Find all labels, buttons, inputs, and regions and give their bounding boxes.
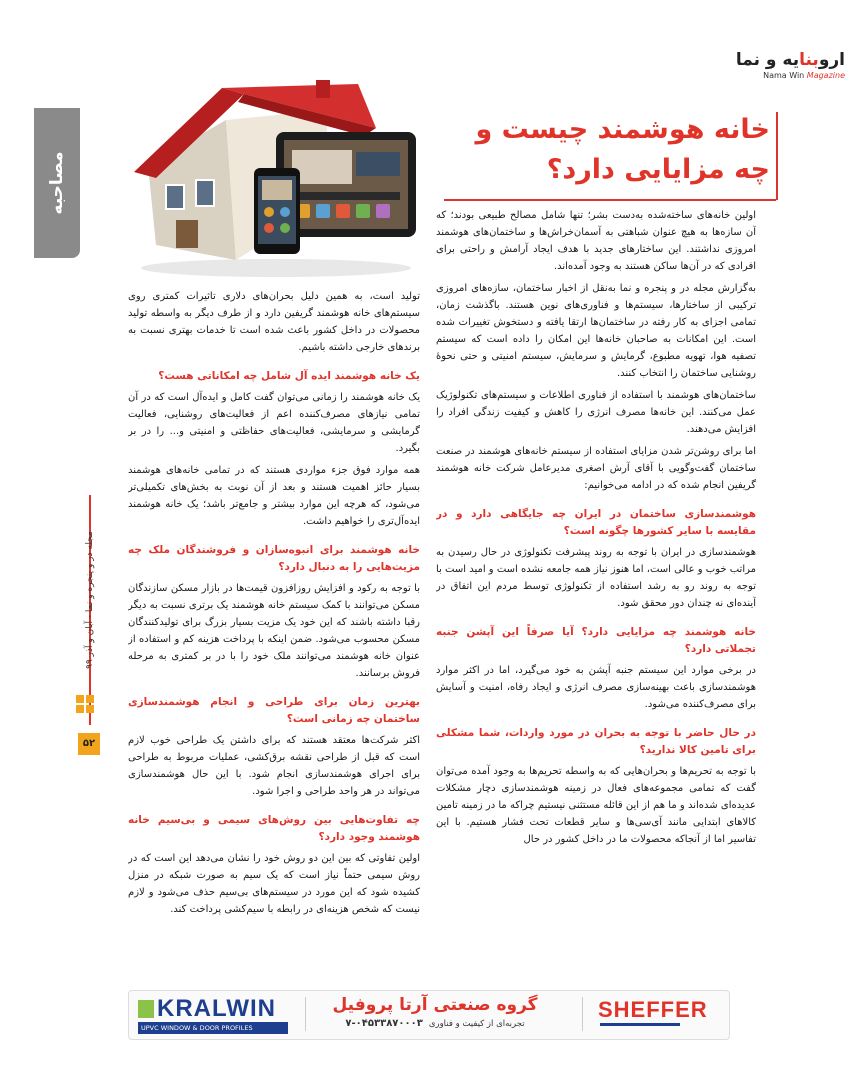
company-block — [320, 994, 550, 1036]
body-paragraph: اما برای روشن‌تر شدن مزایای استفاده از سیستم خانه‌های هوشمند در صنعت ساختمان گفت‌وگویی با آقای آرش اصغری مدیرعامل شرکت خانه هوشمند گریفین انجام شده که در ادامه می‌خوانیم: — [436, 446, 756, 491]
page-number: ۵۲ — [78, 733, 100, 755]
ad-divider — [582, 997, 583, 1031]
company-name: گروه صنعتی آرتا پروفیل — [332, 995, 538, 1015]
kralwin-logo — [138, 996, 288, 1034]
title-underline — [444, 199, 776, 201]
answer-paragraph: در برخی موارد این سیستم جنبه آپشن به خود می‌گیرد، اما در اکثر موارد هوشمندسازی باعث بهینه‌سازی مصرف انرژی و ایجاد رفاه، امنیت و آسایش برای مصرف‌کننده می‌شود. — [436, 665, 756, 710]
answer-paragraph: یک خانه هوشمند را زمانی می‌توان گفت کامل و ایده‌آل است که در آن تمامی نیازهای مصرف‌کننده اعم از فعالیت‌های روشنایی، فعالیت گرمایشی و سرمایشی، فعالیت‌های حفاظتی و امنیتی و... را در بر بگیرد. — [128, 392, 420, 454]
article-title-line-2: چه مزایایی دارد؟ — [546, 154, 770, 185]
article-title — [440, 110, 770, 194]
logo-fa-rest: یه و نما — [735, 50, 800, 70]
side-magazine-text — [84, 500, 96, 700]
question-heading: خانه هوشمند برای انبوه‌سازان و فروشندگان ملک چه مزیت‌هایی را به دنبال دارد؟ — [128, 544, 420, 573]
left-column — [128, 288, 420, 973]
question-heading: هوشمندسازی ساختمان در ایران چه جایگاهی دارد و در مقایسه با سایر کشورها چگونه است؟ — [436, 508, 756, 537]
logo-fa-mid: بنا — [799, 50, 819, 70]
question-heading: چه تفاوت‌هایی بین روش‌های سیمی و بی‌سیم خانه هوشمند وجود دارد؟ — [128, 814, 420, 843]
kralwin-subtitle: UPVC WINDOW & DOOR PROFILES — [138, 1022, 288, 1034]
article-title-line-1: خانه هوشمند چیست و — [475, 114, 770, 145]
section-tab-label: مصاحبه — [47, 151, 67, 215]
smart-home-illustration — [126, 80, 426, 280]
intro-paragraph: اولین خانه‌های ساخته‌شده به‌دست بشر؛ تنها شامل مصالح طبیعی بودند؛ که آن سازه‌ها به هیچ عنوان شباهتی به آسمان‌خراش‌ها و ساختمان‌های هوشمند امروزی نداشتند. این ساختارهای جدید با هدف ایجاد آرامش و راحتی برای افرادی که در آن‌ها ساکن هستند به وجود آمده‌اند. — [436, 210, 756, 272]
sheffer-logo — [598, 997, 718, 1033]
question-heading: خانه هوشمند چه مزایایی دارد؟ آیا صرفاً این آپشن جنبه تجملاتی دارد؟ — [436, 626, 756, 655]
section-tab — [34, 108, 80, 258]
answer-paragraph: با توجه به تحریم‌ها و بحران‌هایی که به واسطه تحریم‌ها به وجود آمده می‌توان گفت که تمامی مجموعه‌های فعال در زمینه هوشمندسازی دچار مشکلات عدیده‌ای شده‌اند و ما هم از این قائله مستثنی نیستیم چراکه ما در زمینه تامین کالاهای ابتدایی مانند آی‌سی‌ها و سایر قطعات تحت فشار هستیم. با این تفاسیر اما از آنجاکه محصولات ما در داخل کشور در حال — [436, 766, 756, 845]
answer-paragraph: هوشمندسازی در ایران با توجه به روند پیشرفت تکنولوژی در حال رسیدن به مراتب خوب و عالی است، اما هنوز نیاز همه جامعه نشده است و امید است با توجه به روند رو به رشد استفاده از تکنولوژی توسط مردم این اتفاق در آینده‌ای نه چندان دور محقق شود. — [436, 547, 756, 609]
answer-paragraph: با توجه به رکود و افزایش روزافزون قیمت‌ها در بازار مسکن سازندگان مسکن می‌توانند با کمک سیستم خانه هوشمند یک برتری نسبت به دیگر رقبا داشته باشند که این خود یک مزیت بسیار بزرگ برای تولیدکنندگان مسکن محسوب می‌شود. ضمن اینکه با پرداخت هزینه کم و استفاده از عنوان خانه هوشمند می‌توانند ملک خود را با در بر کمتری به مرحله فروش برسانند. — [128, 583, 420, 679]
sheffer-name: SHEFFER — [598, 997, 708, 1022]
logo-en-tag: Magazine — [806, 71, 845, 80]
logo-fa-prefix: ارو — [818, 50, 845, 70]
company-tagline: تجربه‌ای از کیفیت و فناوری — [428, 1019, 525, 1029]
question-heading: در حال حاضر با توجه به بحران در مورد واردات، شما مشکلی برای تامین کالا ندارید؟ — [436, 727, 756, 756]
body-paragraph: ساختمان‌های هوشمند با استفاده از فناوری اطلاعات و سیستم‌های تکنولوژیک عمل می‌کنند. این خانه‌ها مصرف انرژی را کاهش و کیفیت زندگی افراد را افزایش می‌دهند. — [436, 390, 756, 435]
windows-grid-icon — [76, 695, 96, 719]
company-phone: ۰۴۵۳۳۸۷۰۰۰۳-۷ — [345, 1018, 423, 1029]
continued-paragraph: تولید است، به همین دلیل بحران‌های دلاری تاثیرات کمتری روی سیستم‌های خانه هوشمند گریفین دارد و از طرف دیگر به واسطه تولید محصولات در داخل کشور باعث شده است تا خدمات بهتری نسبت به برندهای خارجی داشته باشیم. — [128, 291, 420, 353]
question-heading: بهترین زمان برای طراحی و انجام هوشمندسازی ساختمان چه زمانی است؟ — [128, 696, 420, 725]
answer-paragraph: همه موارد فوق جزء مواردی هستند که در تمامی خانه‌های هوشمند بسیار حائز اهمیت هستند و بعد از آن نوبت به بخش‌های تکمیلی‌تر می‌شود، که هرچه این موارد بیشتر و جامع‌تر باشد؛ یک خانه هوشمند ایده‌آل‌تری را خواهیم داشت. — [128, 465, 420, 527]
logo-en-name: Nama Win — [763, 71, 805, 80]
ad-divider — [305, 997, 306, 1031]
sheffer-underline — [600, 1023, 680, 1026]
answer-paragraph: اکثر شرکت‌ها معتقد هستند که برای داشتن یک طراحی خوب لازم است که قبل از طراحی نقشه برق‌کشی، عملیات مربوط به طراحی برای اجرای هوشمندسازی انجام شود. با این حال هوشمندسازی می‌تواند در هر واحد طراحی و اجرا شود. — [128, 735, 420, 797]
question-heading: یک خانه هوشمند ایده آل شامل چه امکاناتی هست؟ — [158, 370, 420, 382]
window-frame-icon — [138, 1000, 154, 1018]
side-magazine-label: مجله در و پنجره و نما - آبان و آذر ۹۹ — [85, 531, 95, 669]
answer-paragraph: اولین تفاوتی که بین این دو روش خود را نشان می‌دهد این است که در روش سیمی حتماً نیاز است که یک سیم به صورت شبکه در منزل کشیده شود که این مورد در سیستم‌های بی‌سیم حذف می‌شود و لازم نیست که شخص هزینه‌ای در رابطه با سیم‌کشی پرداخت کند. — [128, 853, 420, 915]
body-paragraph: به‌گزارش مجله در و پنجره و نما به‌نقل از اخبار ساختمان، سازه‌های امروزی ترکیبی از ساختارها، سیستم‌ها و فناوری‌های نوین هستند. باگذشت زمان، تمامی اجزای به کار رفته در ساختمان‌ها ارتقا یافته و دستخوش تغییرات شده است. این امکانات به صاحبان خانه‌ها این امکان را داده است که سیستم تصفیه هوا، تهویه مطبوع، گرمایش و سرمایش، سیستم امنیتی و حتی نحوهٔ روشنایی ساختمان را انتخاب کنند. — [436, 283, 756, 379]
kralwin-name: KRALWIN — [157, 995, 276, 1022]
magazine-logo — [715, 50, 845, 92]
right-column — [436, 207, 756, 972]
title-side-rule — [776, 112, 778, 200]
